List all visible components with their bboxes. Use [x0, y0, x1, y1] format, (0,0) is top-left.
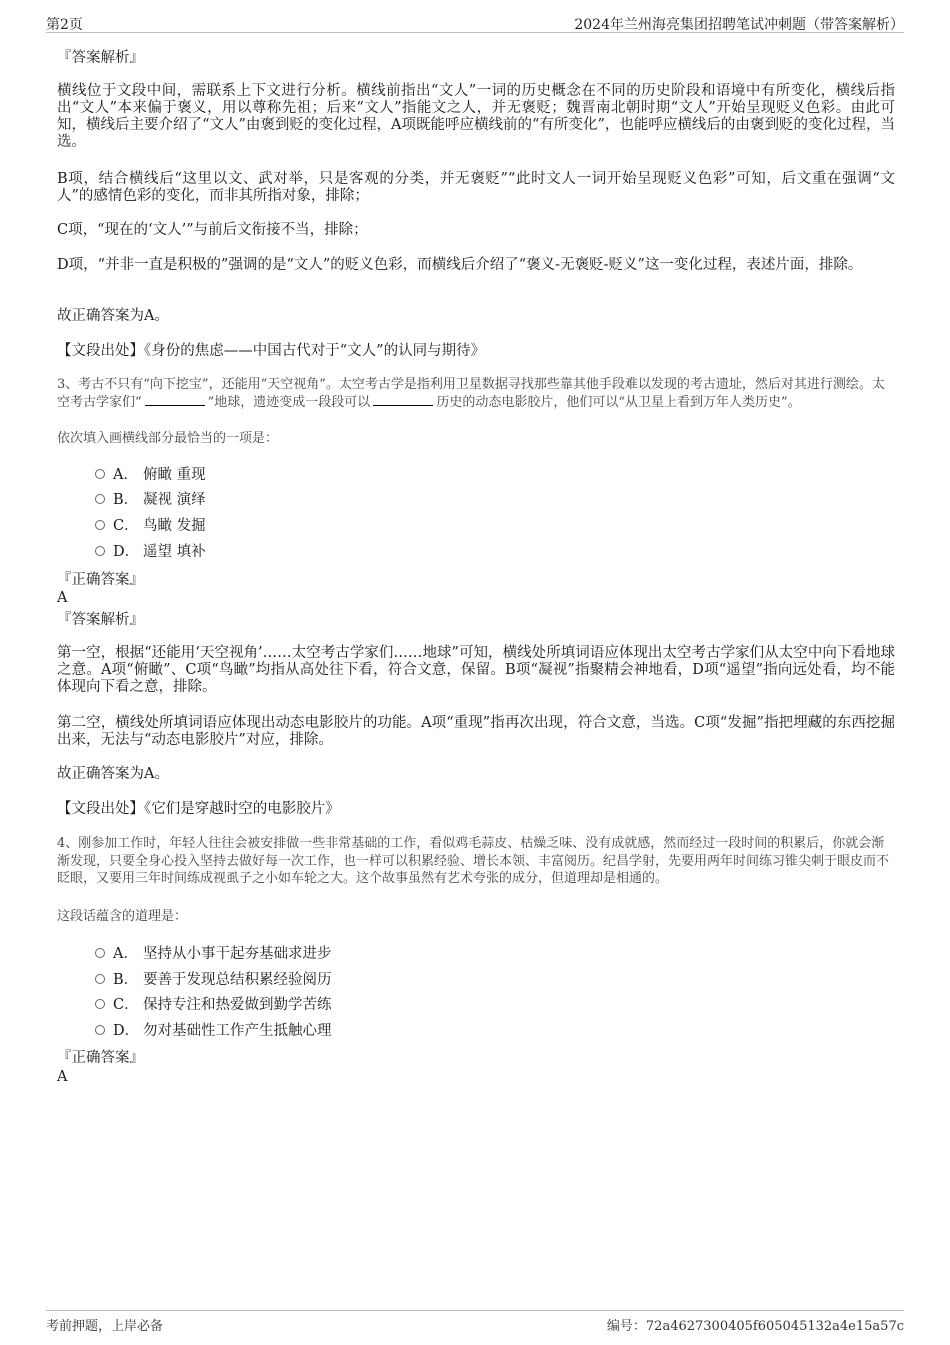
radio-icon[interactable] — [95, 974, 105, 984]
option-text: 保持专注和热爱做到勤学苦练 — [143, 997, 332, 1013]
q4-option-c[interactable] — [95, 995, 332, 1015]
q3-stem-part-3: 历史的动态电影胶片，他们可以“从卫星上看到万年人类历史”。 — [436, 394, 801, 410]
q4-option-b[interactable] — [95, 970, 332, 990]
option-text: 坚持从小事干起夯基础求进步 — [143, 946, 332, 962]
option-text: 要善于发现总结积累经验阅历 — [143, 972, 332, 988]
q2-source: 【文段出处】《身份的焦虑——中国古代对于“文人”的认同与期待》 — [57, 343, 486, 359]
q3-analysis-paragraph-2: 第二空，横线处所填词语应体现出动态电影胶片的功能。A项“重现”指再次出现，符合文意，当选。C项“发掘”指把埋藏的东西挖掘出来，无法与“动态电影胶片”对应，排除。 — [57, 715, 895, 748]
q3-stem — [57, 376, 895, 411]
radio-icon[interactable] — [95, 469, 105, 479]
q3-option-a[interactable] — [95, 465, 206, 485]
option-text: 俯瞰 重现 — [143, 467, 206, 483]
q3-answer-label: 『正确答案』 — [57, 572, 144, 588]
option-letter: B． — [113, 492, 139, 508]
option-text: 鸟瞰 发掘 — [143, 518, 206, 534]
q4-option-d[interactable] — [95, 1021, 332, 1041]
q2-analysis-label: 『答案解析』 — [57, 50, 144, 66]
q4-stem: 4、刚参加工作时，年轻人往往会被安排做一些非常基础的工作，看似鸡毛蒜皮、枯燥乏味、没有成就感，然而经过一段时间的积累后，你就会渐渐发现，只要全身心投入坚持去做好每一次工作，也一样可以积累经验、增长本领、丰富阅历。纪昌学射，先要用两年时间练习锥尖刺于眼皮而不眨眼，又要用三年时间练成视虱子之小如车轮之大。这个故事虽然有艺术夸张的成分，但道理却是相通的。 — [57, 836, 890, 886]
q2-analysis-paragraph-4: D项，“并非一直是积极的”强调的是“文人”的贬义色彩，而横线后介绍了“褒义-无褒贬-贬义”这一变化过程，表述片面，排除。 — [57, 257, 863, 273]
q3-prompt: 依次填入画横线部分最恰当的一项是： — [57, 431, 279, 446]
q3-answer: A — [57, 590, 68, 606]
option-text: 凝视 演绎 — [143, 492, 206, 508]
q4-answer-label: 『正确答案』 — [57, 1050, 144, 1066]
page-number: 第2页 — [46, 17, 83, 33]
radio-icon[interactable] — [95, 520, 105, 530]
page-header — [46, 14, 904, 33]
q3-analysis-paragraph-1: 第一空，根据“还能用‘天空视角’……太空考古学家们……地球”可知，横线处所填词语应体现出太空考古学家们从太空中向下看地球之意。A项“俯瞰”、C项“鸟瞰”均指从高处往下看，符合文意，保留。B项“凝视”指聚精会神地看，D项“遥望”指向远处看，均不能体现向下看之意，排除。 — [57, 645, 895, 695]
q3-conclusion: 故正确答案为A。 — [57, 766, 169, 782]
answer-blank — [373, 394, 433, 406]
footer-slogan: 考前押题，上岸必备 — [46, 1319, 164, 1334]
document-id: 编号：72a4627300405f605045132a4e15a57c — [606, 1319, 904, 1334]
option-letter: A． — [113, 467, 138, 483]
option-letter: D． — [113, 544, 140, 560]
option-text: 遥望 填补 — [143, 544, 206, 560]
document-title: 2024年兰州海亮集团招聘笔试冲刺题（带答案解析） — [574, 17, 904, 33]
radio-icon[interactable] — [95, 546, 105, 556]
q2-analysis-paragraph-3: C项，“现在的‘文人’”与前后文衔接不当，排除； — [57, 222, 368, 238]
radio-icon[interactable] — [95, 494, 105, 504]
q4-prompt: 这段话蕴含的道理是： — [57, 909, 188, 924]
q2-conclusion: 故正确答案为A。 — [57, 308, 169, 324]
option-letter: C． — [113, 997, 139, 1013]
radio-icon[interactable] — [95, 999, 105, 1009]
q3-stem-part-2: ”地球，遗迹变成一段段可以 — [207, 394, 371, 410]
q2-analysis-paragraph-2: B项，结合横线后“这里以文、武对举，只是客观的分类，并无褒贬”“此时文人一词开始呈现贬义色彩”可知，后文重在强调“文人”的感情色彩的变化，而非其所指对象，排除； — [57, 171, 895, 204]
q3-source: 【文段出处】《它们是穿越时空的电影胶片》 — [57, 801, 340, 817]
q3-option-b[interactable] — [95, 490, 206, 510]
option-letter: B． — [113, 972, 139, 988]
q2-analysis-paragraph-1: 横线位于文段中间，需联系上下文进行分析。横线前指出“文人”一词的历史概念在不同的历史阶段和语境中有所变化，横线后指出“文人”本来偏于褒义，用以尊称先祖；后来“文人”指能文之人，并无褒贬；魏晋南北朝时期“文人”开始呈现贬义色彩。由此可知，横线后主要介绍了“文人”由褒到贬的变化过程，A项既能呼应横线前的“有所变化”，也能呼应横线后的由褒到贬的变化过程，当选。 — [57, 83, 895, 150]
q3-option-c[interactable] — [95, 516, 206, 536]
q4-option-a[interactable] — [95, 944, 332, 964]
q3-stem-part-1: 3、考古不只有“向下挖宝”，还能用“天空视角”。太空考古学是指利用卫星数据寻找那些靠其他手段难以发现的考古遗址，然后对其进行测绘。太空考古学家们“ — [57, 377, 885, 410]
option-text: 勿对基础性工作产生抵触心理 — [143, 1023, 332, 1039]
option-letter: D． — [113, 1023, 140, 1039]
q4-answer: A — [57, 1069, 68, 1085]
q3-analysis-label: 『答案解析』 — [57, 612, 144, 628]
radio-icon[interactable] — [95, 948, 105, 958]
q3-option-d[interactable] — [95, 542, 206, 562]
radio-icon[interactable] — [95, 1025, 105, 1035]
answer-blank — [145, 394, 205, 406]
page-footer — [46, 1310, 904, 1336]
option-letter: C． — [113, 518, 139, 534]
option-letter: A． — [113, 946, 138, 962]
